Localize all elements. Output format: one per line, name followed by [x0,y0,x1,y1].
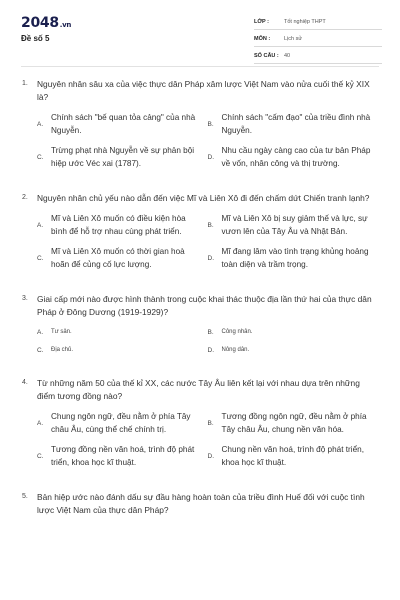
option-text: Nông dân. [221,347,250,353]
header-divider [21,66,379,67]
meta-label: MÔN : [254,36,271,42]
meta-label: LỚP : [254,19,269,25]
option-letter: B. [207,222,214,229]
option-text: Địa chủ. [51,347,74,353]
answer-option-c[interactable] [37,145,208,170]
question-number: 2. [22,194,28,201]
option-letter: B. [207,328,214,336]
option-text: Chính sách "bế quan tỏa cảng" của nhà Nguyễn. [51,113,196,135]
question-text: Giai cấp mới nào được hình thành trong cuộc khai thác thuộc địa lần thứ hai của thực dân Pháp ở Đông Dương (1919-1929)? [37,294,372,317]
meta-row-class [254,15,382,30]
answer-option-b[interactable] [208,213,379,238]
option-text: Chung ngôn ngữ, đều nằm ở phía Tây châu Âu, cùng thể chế chính trị. [51,412,191,434]
exam-header [0,0,400,70]
question-2 [0,192,400,279]
answer-options [37,112,378,178]
answer-option-c[interactable] [37,246,208,271]
question-text: Nguyên nhân sâu xa của việc thực dân Pháp xâm lược Việt Nam vào nửa cuối thế kỷ XIX là? [37,79,370,102]
option-text: Mĩ và Liên Xô muốn có thời gian hoà hoãn để củng cố lực lượng. [51,247,185,269]
meta-row-question-count [254,49,382,64]
option-letter: D. [207,346,214,354]
question-5 [0,491,400,517]
option-text: Mĩ và Liên Xô bị suy giảm thế và lực, sự vươn lên của Tây Âu và Nhật Bản. [221,214,368,236]
meta-value: Tốt nghiệp THPT [284,19,326,25]
option-text: Tư sản. [51,329,72,335]
meta-row-subject [254,32,382,47]
option-letter: D. [207,255,214,262]
option-letter: A. [37,222,44,229]
option-text: Mĩ đang lâm vào tình trạng khủng hoảng toàn diện và trầm trọng. [221,247,369,269]
answer-option-d[interactable] [208,444,379,469]
question-number: 3. [22,295,28,302]
question-list [0,78,400,531]
option-letter: C. [37,346,44,354]
answer-option-d[interactable] [208,246,379,271]
option-text: Tương đồng ngôn ngữ, đều nằm ở phía Tây châu Âu, chung nền văn hóa. [221,412,367,434]
exam-meta [254,15,382,66]
logo-main-text: 2048 [21,15,59,31]
exam-number: Đề số 5 [21,34,50,43]
option-letter: A. [37,121,44,128]
option-letter: C. [37,255,44,262]
option-text: Tương đồng nền văn hoá, trình độ phát triển, khoa học kĩ thuật. [51,445,195,467]
question-text: Nguyên nhân chủ yếu nào dẫn đến việc Mĩ và Liên Xô đi đến chấm dứt Chiến tranh lạnh? [37,193,370,203]
answer-option-b[interactable] [208,411,379,436]
question-number: 5. [22,493,28,500]
option-letter: D. [207,154,214,161]
meta-value: Lịch sử [284,36,303,42]
question-text: Bản hiệp ước nào đánh dấu sự đầu hàng hoàn toàn của triều đình Huế đối với cuộc tình lược Việt Nam của thực dân Pháp? [37,492,365,515]
option-letter: C. [37,453,44,460]
option-letter: C. [37,154,44,161]
option-text: Nhu cầu ngày càng cao của tư bản Pháp về vốn, nhân công và thị trường. [221,146,371,168]
logo-suffix-text: .vn [59,21,72,29]
question-text: Từ những năm 50 của thế kỉ XX, các nước Tây Âu liên kết lại với nhau dựa trên những điểm tương đồng nào? [37,378,360,401]
answer-options [37,213,378,279]
answer-option-a[interactable] [37,213,208,238]
question-4 [0,377,400,477]
meta-label: SỐ CÂU : [254,53,279,59]
answer-option-a[interactable] [37,411,208,436]
option-letter: B. [207,420,214,427]
answer-option-d[interactable] [208,345,379,355]
option-text: Mĩ và Liên Xô muốn có điều kiện hòa bình để hỗ trợ nhau cùng phát triển. [51,214,186,236]
option-letter: A. [37,420,44,427]
answer-option-d[interactable] [208,145,379,170]
answer-option-a[interactable] [37,112,208,137]
option-letter: A. [37,328,44,336]
answer-option-a[interactable] [37,327,208,337]
answer-option-c[interactable] [37,345,208,355]
option-text: Trừng phạt nhà Nguyễn về sự phản bội hiệp ước Véc xai (1787). [51,146,195,168]
option-letter: B. [207,121,214,128]
option-letter: D. [207,453,214,460]
option-text: Công nhân. [221,329,253,335]
question-number: 4. [22,379,28,386]
answer-options [37,411,378,477]
question-1 [0,78,400,178]
question-number: 1. [22,80,28,87]
question-3 [0,293,400,363]
answer-option-b[interactable] [208,112,379,137]
option-text: Chung nền văn hoá, trình độ phát triển, khoa học kĩ thuật. [221,445,364,467]
option-text: Chính sách "cấm đạo" của triều đình nhà Nguyễn. [221,113,371,135]
answer-option-c[interactable] [37,444,208,469]
site-logo[interactable] [21,15,71,31]
meta-value: 40 [284,53,291,59]
answer-option-b[interactable] [208,327,379,337]
answer-options [37,327,378,363]
